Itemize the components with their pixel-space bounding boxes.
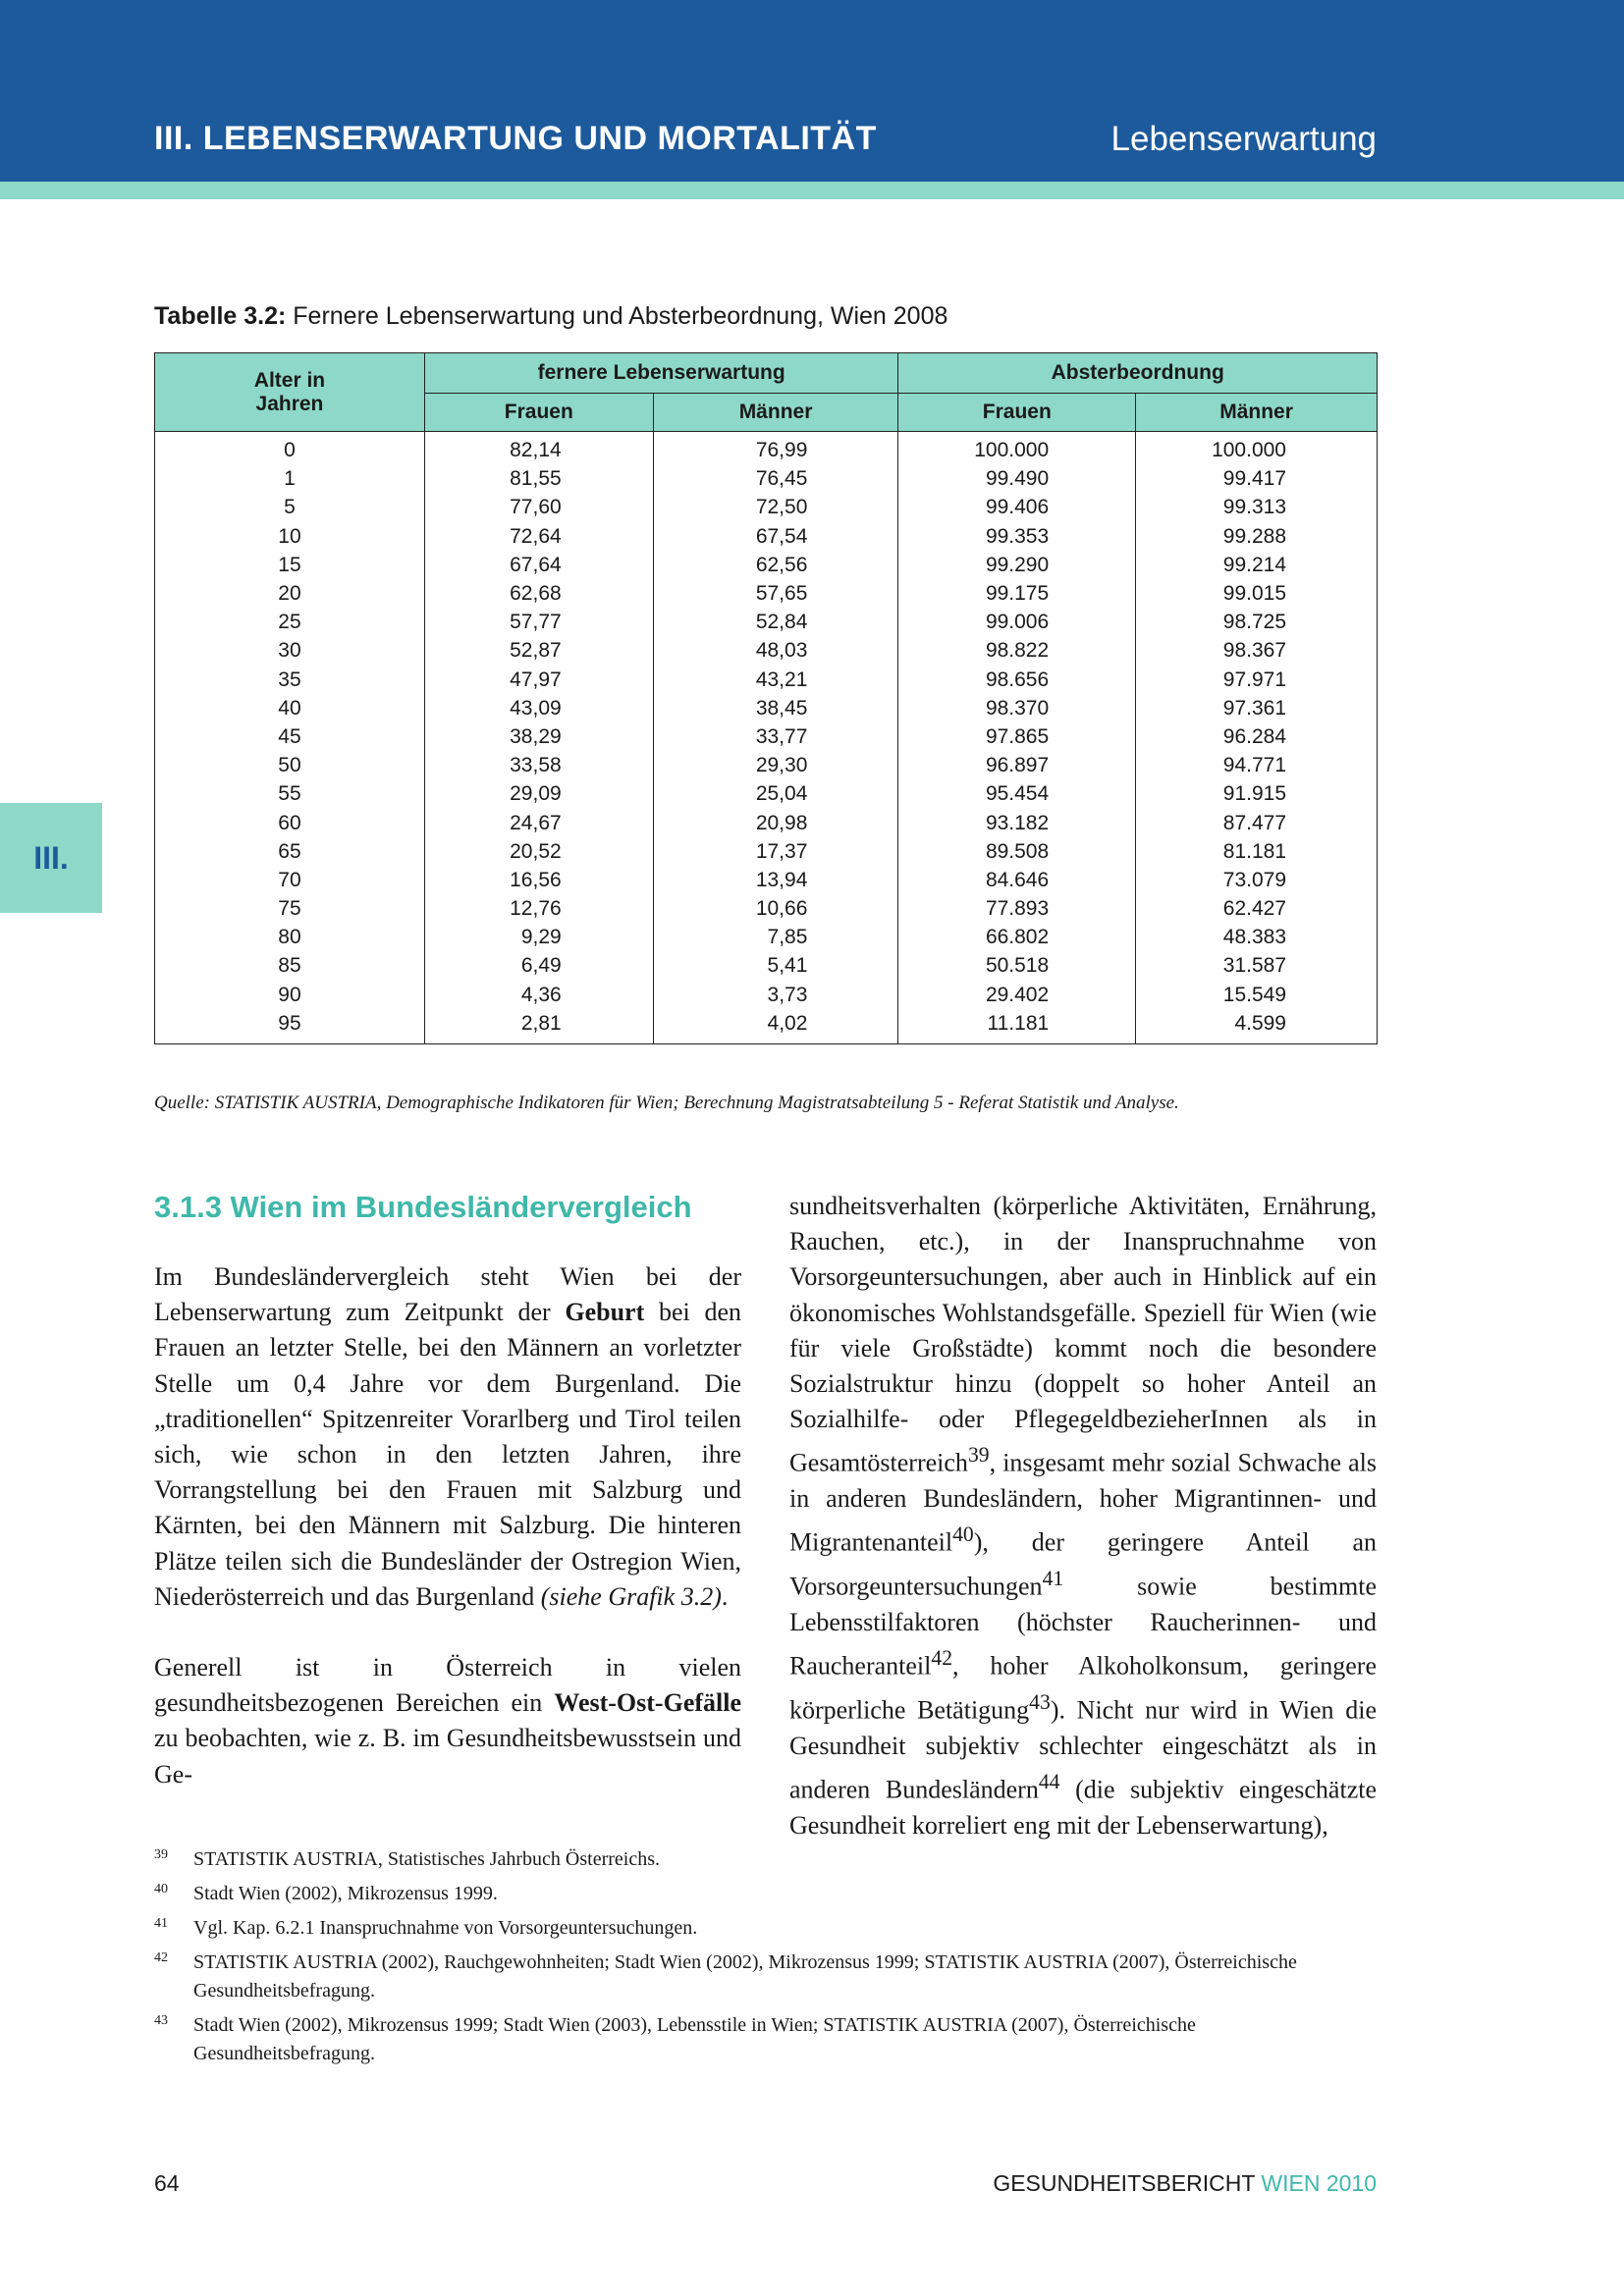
value-cell: 99.353 [898,522,1136,551]
value-cell: 11.181 [898,1009,1136,1044]
value-cell: 38,29 [424,722,653,751]
value-cell: 91.915 [1136,779,1378,808]
value-cell: 99.006 [898,608,1136,636]
value-cell: 99.214 [1136,551,1378,579]
header-stripe [0,182,1624,199]
chapter-title: III. LEBENSERWARTUNG UND MORTALITÄT [154,120,877,157]
table-row [155,951,1378,980]
footnote: 42 STATISTIK AUSTRIA (2002), Rauchgewohnheiten; Stadt Wien (2002), Mikrozensus 1999; STATISTIK AUSTRIA (2007), Österreichische Gesundheitsbefragung. [154,1950,1297,2002]
age-header: Alter in Jahren [155,353,425,432]
table-row [155,432,1378,465]
value-cell: 98.725 [1136,608,1378,636]
value-cell: 57,77 [424,608,653,636]
age-cell: 35 [155,666,425,694]
value-cell: 99.288 [1136,522,1378,551]
chapter-side-tab: III. [0,803,102,913]
table-row [155,579,1378,608]
age-cell: 75 [155,894,425,923]
table-row [155,923,1378,951]
age-cell: 70 [155,866,425,894]
value-cell: 98.656 [898,666,1136,694]
value-cell: 100.000 [1136,432,1378,465]
value-cell: 43,09 [424,694,653,722]
value-cell: 99.406 [898,493,1136,521]
age-cell: 95 [155,1009,425,1044]
value-cell: 97.361 [1136,694,1378,722]
age-cell: 40 [155,694,425,722]
value-cell: 4,02 [653,1009,898,1044]
value-cell: 99.490 [898,464,1136,493]
value-cell: 94.771 [1136,751,1378,779]
value-cell: 43,21 [653,666,898,694]
sub-header: Frauen [898,394,1136,432]
value-cell: 72,50 [653,493,898,521]
table-source: Quelle: STATISTIK AUSTRIA, Demographische Indikatoren für Wien; Berechnung Magistratsabteilung 5 - Referat Statistik und Analyse. [154,1093,1179,1113]
value-cell: 77,60 [424,493,653,521]
value-cell: 4.599 [1136,1009,1378,1044]
age-cell: 80 [155,923,425,951]
value-cell: 50.518 [898,951,1136,980]
text-column-right [789,1189,1377,1843]
table-row [155,866,1378,894]
footnote: 39 STATISTIK AUSTRIA, Statistisches Jahrbuch Österreichs. [154,1847,661,1870]
value-cell: 66.802 [898,923,1136,951]
table-caption-text: Fernere Lebenserwartung und Absterbeordnung, Wien 2008 [293,302,948,330]
value-cell: 16,56 [424,866,653,894]
age-cell: 0 [155,432,425,465]
value-cell: 97.971 [1136,666,1378,694]
value-cell: 29,30 [653,751,898,779]
value-cell: 99.175 [898,579,1136,608]
value-cell: 99.417 [1136,464,1378,493]
footnote: 41 Vgl. Kap. 6.2.1 Inanspruchnahme von Vorsorgeuntersuchungen. [154,1916,698,1939]
footnote-ref[interactable]: 42 [931,1646,953,1671]
value-cell: 67,64 [424,551,653,579]
footnote-ref[interactable]: 43 [1029,1690,1051,1715]
footnote-ref[interactable]: 44 [1038,1770,1060,1794]
group-header-life-expectancy: fernere Lebenserwartung [424,353,897,394]
table-row [155,894,1378,923]
paragraph: Im Bundesländervergleich steht Wien bei der Lebenserwartung zum Zeitpunkt der Geburt bei den Frauen an letzter Stelle, bei den Männern an vorletzter Stelle um 0,4 Jahre vor dem Burgenland. Die „traditionellen“ Spitzenreiter Vorarlberg und Tirol teilen sich, wie schon in den letzten Jahren, ihre Vorrangstellung bei den Frauen mit Salzburg und Kärnten, bei den Männern mit Salzburg. Die hinteren Plätze teilen sich die Bundesländer der Ostregion Wien, Niederösterreich und das Burgenland (siehe Grafik 3.2). [154,1262,741,1611]
value-cell: 20,98 [653,808,898,836]
table-row [155,666,1378,694]
value-cell: 98.367 [1136,636,1378,665]
value-cell: 84.646 [898,866,1136,894]
value-cell: 7,85 [653,923,898,951]
value-cell: 15.549 [1136,981,1378,1009]
value-cell: 99.313 [1136,493,1378,521]
age-cell: 45 [155,722,425,751]
table-row [155,751,1378,779]
table-row [155,808,1378,836]
table-row [155,837,1378,866]
value-cell: 76,99 [653,432,898,465]
footnote-ref[interactable]: 39 [967,1443,990,1468]
footer-brand: GESUNDHEITSBERICHT WIEN 2010 [993,2170,1377,2196]
value-cell: 96.897 [898,751,1136,779]
table-caption [154,302,947,331]
value-cell: 33,77 [653,722,898,751]
value-cell: 20,52 [424,837,653,866]
value-cell: 89.508 [898,837,1136,866]
value-cell: 2,81 [424,1009,653,1044]
age-cell: 25 [155,608,425,636]
value-cell: 62.427 [1136,894,1378,923]
value-cell: 47,97 [424,666,653,694]
age-cell: 60 [155,808,425,836]
value-cell: 96.284 [1136,722,1378,751]
sub-header: Männer [653,394,898,432]
value-cell: 62,56 [653,551,898,579]
value-cell: 6,49 [424,951,653,980]
value-cell: 67,54 [653,522,898,551]
age-cell: 50 [155,751,425,779]
text-column-left [154,1259,741,1792]
value-cell: 81,55 [424,464,653,493]
value-cell: 31.587 [1136,951,1378,980]
table-row [155,1009,1378,1044]
value-cell: 93.182 [898,808,1136,836]
table-row [155,694,1378,722]
life-expectancy-table [154,352,1378,1044]
value-cell: 52,84 [653,608,898,636]
value-cell: 9,29 [424,923,653,951]
value-cell: 57,65 [653,579,898,608]
table-body [155,432,1378,1044]
footnote-ref[interactable]: 40 [952,1522,974,1547]
table-row [155,493,1378,521]
value-cell: 98.370 [898,694,1136,722]
table-row [155,779,1378,808]
value-cell: 38,45 [653,694,898,722]
sub-header: Frauen [424,394,653,432]
value-cell: 12,76 [424,894,653,923]
value-cell: 48.383 [1136,923,1378,951]
value-cell: 82,14 [424,432,653,465]
table-row [155,636,1378,665]
value-cell: 73.079 [1136,866,1378,894]
age-cell: 85 [155,951,425,980]
value-cell: 3,73 [653,981,898,1009]
footnote-ref[interactable]: 41 [1042,1567,1064,1591]
value-cell: 87.477 [1136,808,1378,836]
value-cell: 17,37 [653,837,898,866]
age-cell: 90 [155,981,425,1009]
value-cell: 99.015 [1136,579,1378,608]
age-cell: 20 [155,579,425,608]
footnotes [154,1845,1378,2074]
value-cell: 52,87 [424,636,653,665]
value-cell: 33,58 [424,751,653,779]
table-row [155,722,1378,751]
table-row [155,464,1378,493]
value-cell: 48,03 [653,636,898,665]
section-heading: 3.1.3 Wien im Bundesländervergleich [154,1190,692,1224]
value-cell: 99.290 [898,551,1136,579]
age-cell: 10 [155,522,425,551]
section-title: Lebenserwartung [1110,120,1377,158]
footnote: 43 Stadt Wien (2002), Mikrozensus 1999; Stadt Wien (2003), Lebensstile in Wien; STATISTIK AUSTRIA (2007), Österreichische Gesundheitsbefragung. [154,2013,1196,2064]
table-row [155,522,1378,551]
age-cell: 1 [155,464,425,493]
value-cell: 97.865 [898,722,1136,751]
footnote: 40 Stadt Wien (2002), Mikrozensus 1999. [154,1882,498,1904]
page-number: 64 [154,2170,180,2196]
table-row [155,981,1378,1009]
age-cell: 65 [155,837,425,866]
value-cell: 29,09 [424,779,653,808]
value-cell: 4,36 [424,981,653,1009]
value-cell: 62,68 [424,579,653,608]
age-cell: 30 [155,636,425,665]
value-cell: 13,94 [653,866,898,894]
value-cell: 10,66 [653,894,898,923]
value-cell: 25,04 [653,779,898,808]
age-cell: 15 [155,551,425,579]
age-cell: 55 [155,779,425,808]
paragraph: sundheitsverhalten (körperliche Aktivitäten, Ernährung, Rauchen, etc.), in der Inanspruchnahme von Vorsorgeuntersuchungen, aber auch in Hinblick auf ein ökonomisches Wohlstandsgefälle. Speziell für Wien (wie für viele Großstädte) kommt noch die besondere Sozialstruktur hinzu (doppelt so hoher Anteil an Sozialhilfe- oder PflegegeldbezieherInnen als in Gesamtösterreich$^{39}$, insgesamt mehr sozial Schwache als in anderen Bundesländern, hoher Migrantinnen- und Migrantenanteil$^{40}$), der geringere Anteil an Vorsorgeuntersuchungen$^{41}$ sowie bestimmte Lebensstilfaktoren (höchster Raucherinnen- und Raucheranteil$^{42}$, hoher Alkoholkonsum, geringere körperliche Betätigung$^{43}$). Nicht nur wird in Wien die Gesundheit subjektiv schlechter eingeschätzt als in anderen Bundesländern$^{44}$ (die subjektiv eingeschätzte Gesundheit korreliert eng mit der Lebenserwartung), [789,1192,1377,1841]
group-header-mortality-table: Absterbeordnung [898,353,1378,394]
value-cell: 5,41 [653,951,898,980]
value-cell: 81.181 [1136,837,1378,866]
value-cell: 72,64 [424,522,653,551]
table-row [155,551,1378,579]
value-cell: 76,45 [653,464,898,493]
value-cell: 77.893 [898,894,1136,923]
paragraph: Generell ist in Österreich in vielen gesundheitsbezogenen Bereichen ein West-Ost-Gefälle zu beobachten, wie z. B. im Gesundheitsbewusstsein und Ge- [154,1653,741,1789]
value-cell: 100.000 [898,432,1136,465]
table-row [155,608,1378,636]
table-caption-label: Tabelle 3.2: [154,302,287,330]
value-cell: 29.402 [898,981,1136,1009]
value-cell: 98.822 [898,636,1136,665]
age-cell: 5 [155,493,425,521]
value-cell: 24,67 [424,808,653,836]
value-cell: 95.454 [898,779,1136,808]
page-header [0,0,1624,182]
sub-header: Männer [1136,394,1378,432]
